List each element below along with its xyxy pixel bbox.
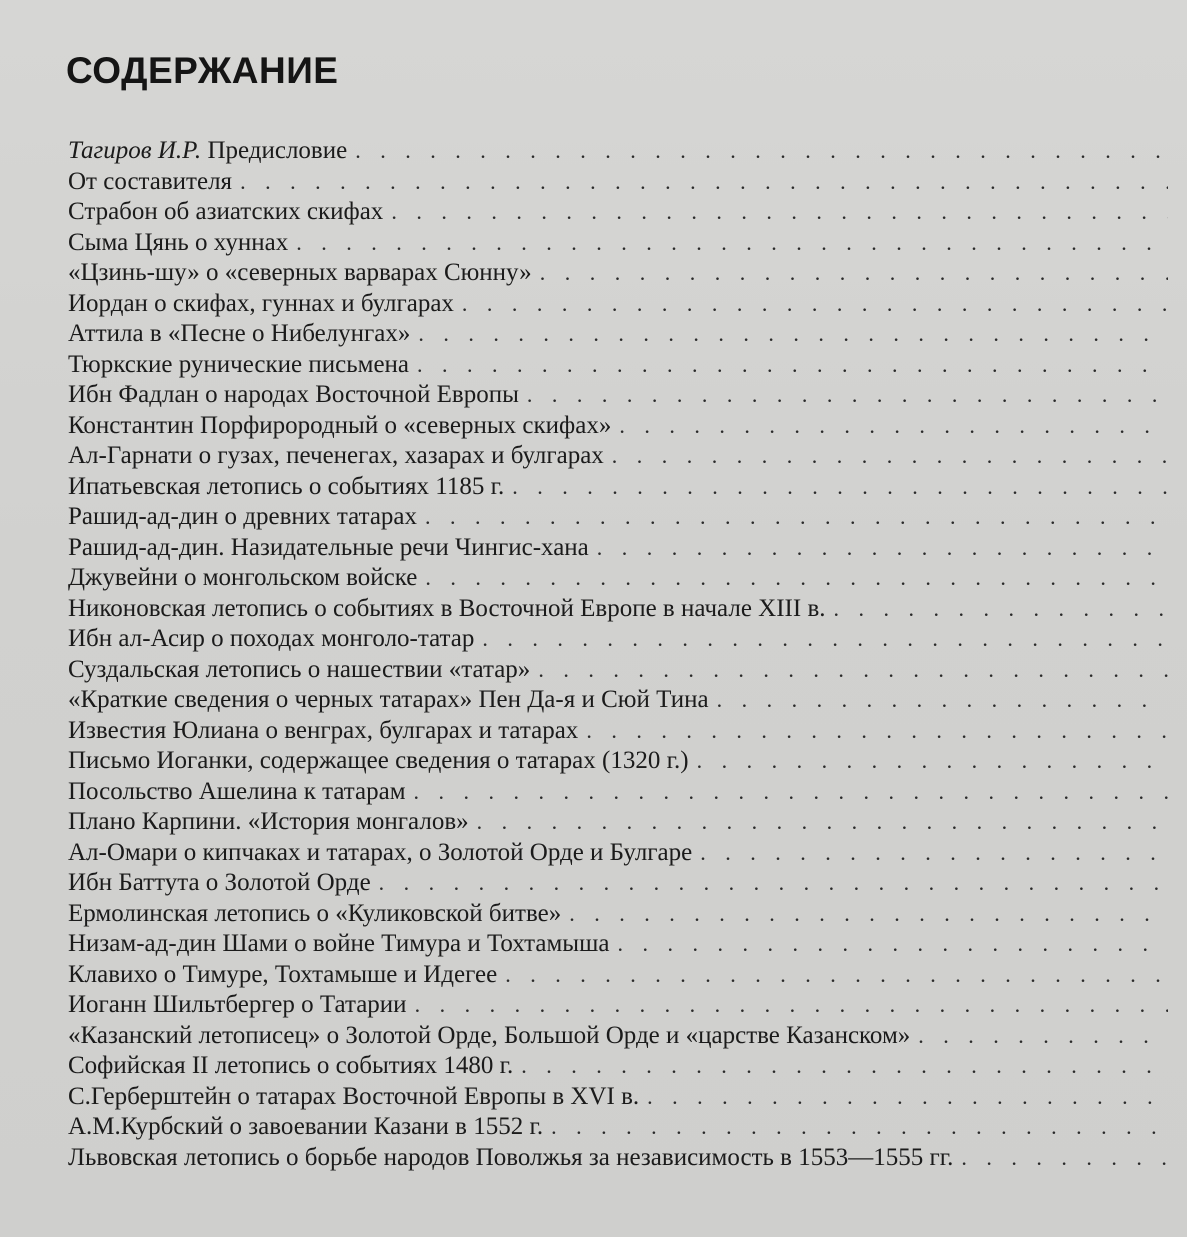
dot-leader [597,533,1168,564]
toc-entry-title: Иоганн Шильтбергер о Татарии [68,991,407,1018]
toc-entry-title: «Краткие сведения о черных татарах» Пен Да-я и Сюй Тина [68,686,709,713]
dot-leader [551,1112,1168,1143]
toc-entry-text [68,380,527,411]
toc-entry [68,319,1168,350]
toc-entry [68,563,1168,594]
dot-leader [700,838,1168,869]
dot-leader [619,411,1168,442]
toc-entry [68,1021,1168,1052]
toc-entry-text [68,472,512,503]
toc-entry-text [68,136,355,167]
dot-leader [834,594,1169,625]
toc-entry [68,411,1168,442]
toc-entry-text [68,167,240,198]
dot-leader [617,929,1168,960]
toc-entry [68,746,1168,777]
toc-entry-text [68,777,414,808]
toc-entry-text [68,1112,551,1143]
dot-leader [355,136,1168,167]
toc-entry-text [68,960,505,991]
toc-entry-title: Рашид-ад-дин. Назидательные речи Чингис-хана [68,533,589,561]
dot-leader [482,624,1168,655]
dot-leader [415,990,1168,1021]
toc-entry [68,685,1168,716]
dot-leader [425,563,1168,594]
toc-entry [68,899,1168,930]
toc-entry-title: От составителя [68,167,233,195]
dot-leader [505,960,1168,991]
toc-entry-title: Ал-Гарнати о гузах, печенегах, хазарах и булгарах [68,442,604,469]
toc-entry-title: А.М.Курбский о завоевании Казани в 1552 г. [68,1113,544,1140]
toc-entry-text [68,716,586,747]
toc-entry-text [68,899,569,930]
dot-leader [240,167,1168,198]
toc-entry [68,228,1168,259]
dot-leader [717,685,1168,716]
toc-entry-title: Предисловие [201,137,348,164]
toc-entry-text [68,838,700,869]
dot-leader [697,746,1168,777]
dot-leader [379,868,1168,899]
toc-entry [68,777,1168,808]
toc-entry-title: Посольство Ашелина к татарам [68,777,406,805]
toc-entry-text [68,289,462,320]
toc-entry [68,167,1168,198]
toc-entry-text [68,350,417,381]
dot-leader [540,258,1168,289]
dot-leader [961,1143,1168,1174]
toc-entry [68,441,1168,472]
toc-entry-text [68,1051,521,1082]
toc-entry-title: «Цзинь-шу» о «северных варварах Сюнну» [68,259,532,286]
toc-entry [68,197,1168,228]
toc-entry [68,472,1168,503]
toc-entry-title: Клавихо о Тимуре, Тохтамыше и Идегее [68,960,498,988]
toc-entry [68,807,1168,838]
dot-leader [425,502,1168,533]
toc-entry-title: Низам-ад-дин Шами о войне Тимура и Тохтамыша [68,930,610,957]
toc-entry-title: Ибн Фадлан о народах Восточной Европы [68,381,519,408]
dot-leader [612,441,1168,472]
toc-entry-title: С.Герберштейн о татарах Восточной Европы в XVI в. [68,1082,640,1110]
toc-entry-text [68,807,477,838]
toc-entry-text [68,1143,961,1174]
toc-entry-text [68,929,617,960]
dot-leader [477,807,1168,838]
dot-leader [462,289,1168,320]
page-title: СОДЕРЖАНИЕ [66,50,339,91]
toc-entry-title: Сыма Цянь о хуннах [68,228,289,256]
toc-entry-title: Тюркские рунические письмена [68,350,410,378]
toc-entry-title: «Казанский летописец» о Золотой Орде, Большой Орде и «царстве Казанском» [68,1021,911,1049]
dot-leader [391,197,1168,228]
toc-entry [68,655,1168,686]
toc-entry-title: Ипатьевская летопись о событиях 1185 г. [68,472,505,500]
toc-entry [68,624,1168,655]
toc-entry-text [68,655,538,686]
toc-entry-title: Аттила в «Песне о Нибелунгах» [68,320,411,347]
toc-entry [68,1143,1168,1174]
toc-entry [68,990,1168,1021]
toc-entry [68,1082,1168,1113]
toc-entry-title: Джувейни о монгольском войске [68,564,418,591]
toc-entry-author: Тагиров И.Р. [68,137,202,164]
toc-entry-text [68,258,540,289]
dot-leader [512,472,1168,503]
toc-entry-text [68,624,482,655]
toc-entry [68,716,1168,747]
toc-entry-title: Страбон об азиатских скифах [68,198,384,225]
dot-leader [414,777,1168,808]
toc-entry-text [68,411,619,442]
dot-leader [521,1051,1168,1082]
toc-entry [68,502,1168,533]
toc-entry-text [68,685,717,716]
dot-leader [417,350,1168,381]
toc-entry-text [68,441,612,472]
toc-entry-text [68,990,415,1021]
toc-entry-title: Рашид-ад-дин о древних татарах [68,503,418,530]
toc-entry-text [68,1021,918,1052]
dot-leader [918,1021,1168,1052]
toc-entry-text [68,502,425,533]
dot-leader [569,899,1168,930]
toc-entry-title: Ал-Омари о кипчаках и татарах, о Золотой Орде и Булгаре [68,838,693,866]
dot-leader [418,319,1168,350]
toc-entry [68,594,1168,625]
toc-entry-title: Плано Карпини. «История монгалов» [68,808,469,835]
toc-entry [68,533,1168,564]
toc-entry-text [68,197,391,228]
toc-entry [68,136,1168,167]
toc-entry-title: Ибн ал-Асир о походах монголо-татар [68,625,475,652]
dot-leader [527,380,1168,411]
dot-leader [586,716,1168,747]
table-of-contents [68,136,1168,1173]
toc-entry [68,929,1168,960]
toc-entry [68,258,1168,289]
toc-entry-text [68,594,834,625]
dot-leader [647,1082,1168,1113]
toc-entry-text [68,1082,647,1113]
toc-entry-text [68,868,379,899]
toc-entry-title: Известия Юлиана о венграх, булгарах и татарах [68,716,579,744]
toc-entry-text [68,228,296,259]
toc-entry-title: Ермолинская летопись о «Куликовской битве» [68,899,562,927]
toc-entry-text [68,319,418,350]
toc-entry-title: Письмо Иоганки, содержащее сведения о татарах (1320 г.) [68,747,689,774]
toc-entry [68,868,1168,899]
toc-entry [68,1051,1168,1082]
toc-entry-title: Софийская II летопись о событиях 1480 г. [68,1052,514,1079]
toc-entry-text [68,746,697,777]
toc-entry-title: Суздальская летопись о нашествии «татар» [68,655,531,683]
toc-entry-title: Иордан о скифах, гуннах и булгарах [68,289,454,317]
dot-leader [538,655,1168,686]
toc-entry-title: Константин Порфирородный о «северных скифах» [68,411,612,439]
toc-entry-text [68,563,425,594]
toc-entry-title: Львовская летопись о борьбе народов Поволжья за независимость в 1553—1555 гг. [68,1143,954,1171]
dot-leader [296,228,1168,259]
toc-entry [68,960,1168,991]
toc-entry [68,838,1168,869]
toc-entry-title: Никоновская летопись о событиях в Восточной Европе в начале XIII в. [68,594,826,622]
toc-entry-text [68,533,597,564]
toc-entry [68,350,1168,381]
toc-entry [68,380,1168,411]
toc-entry [68,289,1168,320]
toc-entry-title: Ибн Баттута о Золотой Орде [68,869,371,896]
toc-entry [68,1112,1168,1143]
